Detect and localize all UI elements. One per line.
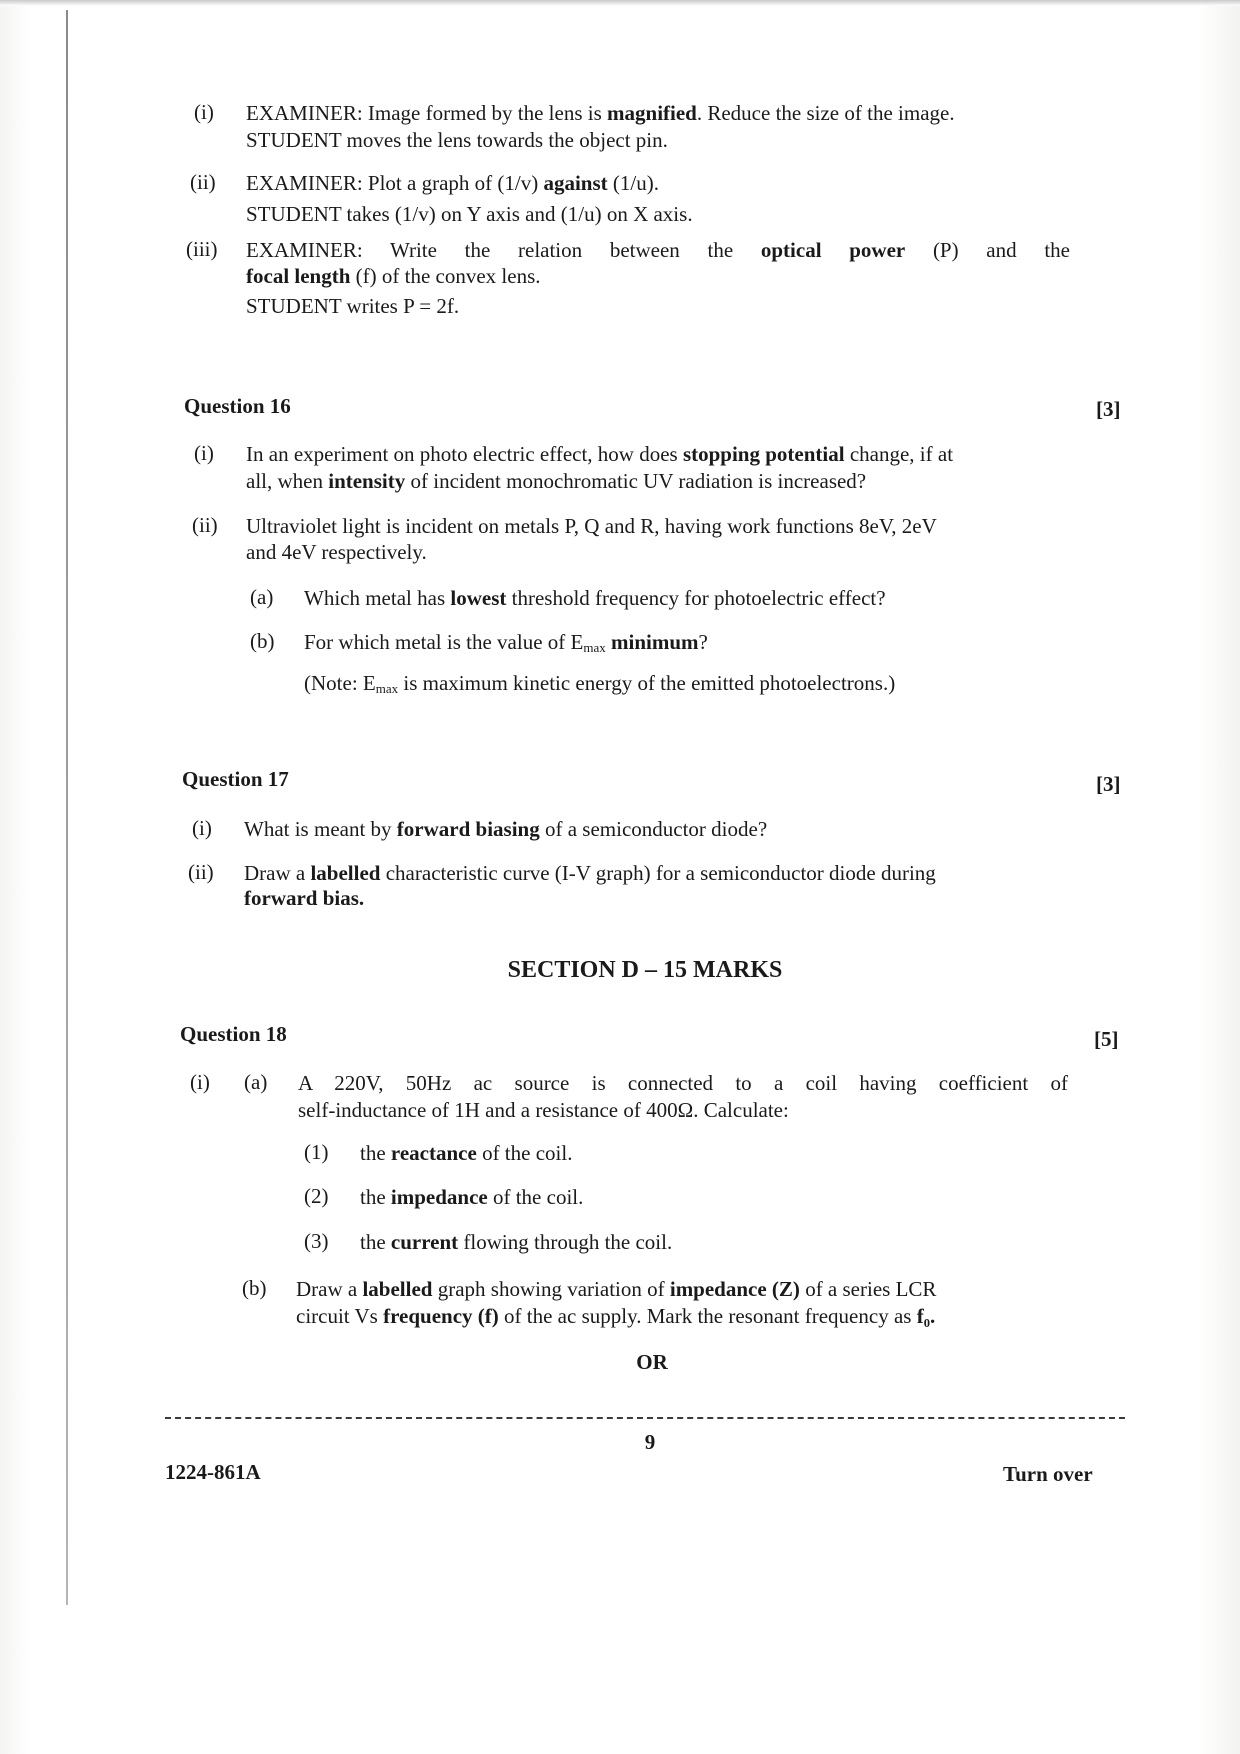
bold-text-run: impedance bbox=[390, 1185, 488, 1209]
text-run: Draw a bbox=[244, 861, 311, 885]
text-run: of incident monochromatic UV radiation is increased? bbox=[405, 469, 867, 493]
text-run: (P) and the bbox=[905, 238, 1070, 262]
subscript: max bbox=[375, 681, 399, 696]
text-run: the bbox=[360, 1185, 391, 1209]
bold-text-run: labelled bbox=[362, 1277, 433, 1301]
turn-over-label: Turn over bbox=[1003, 1462, 1093, 1486]
item-text-line: STUDENT moves the lens towards the object pin. bbox=[246, 128, 668, 152]
q18-sub-b-number: (b) bbox=[242, 1276, 267, 1300]
text-run: is maximum kinetic energy of the emitted photoelectrons.) bbox=[398, 671, 896, 695]
q17-item-i-number: (i) bbox=[192, 816, 212, 840]
q18-part-1-text bbox=[360, 1140, 572, 1166]
text-run: of the coil. bbox=[487, 1185, 584, 1209]
bold-text-run: stopping potential bbox=[682, 442, 845, 466]
text-run: of the ac supply. Mark the resonant frequency as bbox=[498, 1304, 917, 1328]
q16-note bbox=[304, 670, 895, 702]
text-run: ? bbox=[698, 630, 708, 654]
q16-sub-b-number: (b) bbox=[250, 629, 275, 653]
text-run: . Reduce the size of the image. bbox=[696, 101, 955, 125]
q18-sub-a-number: (a) bbox=[244, 1070, 268, 1094]
bold-text-run: optical power bbox=[760, 238, 906, 262]
text-run: the bbox=[360, 1230, 391, 1254]
question-16-marks: [3] bbox=[1096, 397, 1121, 421]
q17-item-ii-number: (ii) bbox=[188, 860, 214, 884]
q16-item-ii-number: (ii) bbox=[192, 513, 218, 537]
q16-item-ii-line2: and 4eV respectively. bbox=[246, 540, 427, 564]
or-separator: OR bbox=[636, 1350, 668, 1374]
section-d-heading: SECTION D – 15 MARKS bbox=[507, 957, 783, 983]
text-run: What is meant by bbox=[244, 817, 397, 841]
q17-item-ii-line1 bbox=[244, 860, 936, 886]
bold-text-run: f₀. bbox=[916, 1304, 936, 1328]
page-number: 9 bbox=[644, 1430, 656, 1454]
item-number: (iii) bbox=[186, 237, 218, 261]
text-run: EXAMINER: Image formed by the lens is bbox=[246, 101, 608, 125]
bold-text-run: frequency (f) bbox=[383, 1304, 499, 1328]
text-run: of a semiconductor diode? bbox=[539, 817, 768, 841]
bold-text-run: reactance bbox=[390, 1141, 477, 1165]
bold-text-run: minimum bbox=[611, 630, 699, 654]
q18-sub-b-line2 bbox=[296, 1303, 1086, 1329]
text-run: Draw a bbox=[296, 1277, 363, 1301]
q16-item-ii-line1: Ultraviolet light is incident on metals P, Q and R, having work functions 8eV, 2eV bbox=[246, 514, 937, 538]
q16-item-i-number: (i) bbox=[194, 441, 214, 465]
subscript: max bbox=[583, 640, 606, 655]
text-run: Which metal has bbox=[304, 586, 451, 610]
question-17-title: Question 17 bbox=[182, 767, 289, 791]
item-text-line bbox=[246, 100, 1076, 126]
q18-part-3-text bbox=[360, 1229, 672, 1255]
item-text-line: STUDENT writes P = 2f. bbox=[246, 294, 460, 318]
bold-text-run: intensity bbox=[328, 469, 406, 493]
text-run: For which metal is the value of E bbox=[304, 630, 584, 654]
text-run: of a series LCR bbox=[799, 1277, 937, 1301]
q18-part-1-number: (1) bbox=[304, 1140, 329, 1164]
q18-sub-a-line1: A 220V, 50Hz ac source is connected to a coil having coefficient of bbox=[298, 1071, 1068, 1095]
paper-code: 1224-861A bbox=[165, 1460, 261, 1484]
bold-text-run: focal length bbox=[246, 264, 351, 288]
text-run: characteristic curve (I-V graph) for a semiconductor diode during bbox=[380, 861, 936, 885]
item-number: (i) bbox=[194, 100, 214, 124]
q18-part-2-text bbox=[360, 1184, 583, 1210]
text-run: (1/u). bbox=[607, 171, 659, 195]
text-run: the bbox=[360, 1141, 391, 1165]
footer-dashed-rule bbox=[165, 1417, 1125, 1419]
q18-part-2-number: (2) bbox=[304, 1184, 329, 1208]
q17-item-ii-line2 bbox=[244, 885, 364, 911]
item-text-line bbox=[246, 237, 1070, 263]
q16-item-i-line2 bbox=[246, 468, 866, 494]
question-16-title: Question 16 bbox=[184, 394, 291, 418]
question-18-marks: [5] bbox=[1094, 1027, 1119, 1051]
bold-text-run: magnified bbox=[607, 101, 697, 125]
q18-part-3-number: (3) bbox=[304, 1229, 329, 1253]
bold-text-run: current bbox=[390, 1230, 459, 1254]
q18-item-i-number: (i) bbox=[190, 1070, 210, 1094]
item-text-line bbox=[246, 170, 659, 196]
bold-text-run: lowest bbox=[450, 586, 507, 610]
item-number: (ii) bbox=[190, 170, 216, 194]
bold-text-run: against bbox=[543, 171, 608, 195]
q18-sub-a-line2: self-inductance of 1H and a resistance of 400Ω. Calculate: bbox=[298, 1098, 789, 1122]
text-run: all, when bbox=[246, 469, 329, 493]
text-run: EXAMINER: Write the relation between the bbox=[246, 238, 761, 262]
text-run: graph showing variation of bbox=[432, 1277, 670, 1301]
bold-text-run: impedance (Z) bbox=[669, 1277, 800, 1301]
bold-text-run: labelled bbox=[310, 861, 381, 885]
text-run: EXAMINER: Plot a graph of (1/v) bbox=[246, 171, 544, 195]
text-run: change, if at bbox=[844, 442, 954, 466]
item-text-line bbox=[246, 263, 541, 289]
text-run: (f) of the convex lens. bbox=[350, 264, 541, 288]
question-17-marks: [3] bbox=[1096, 772, 1121, 796]
q17-item-i-text bbox=[244, 816, 767, 842]
text-run: circuit Vs bbox=[296, 1304, 384, 1328]
q16-sub-a-text bbox=[304, 585, 886, 611]
question-18-title: Question 18 bbox=[180, 1022, 287, 1046]
q16-sub-a-number: (a) bbox=[250, 585, 274, 609]
text-run: threshold frequency for photoelectric effect? bbox=[506, 586, 886, 610]
bold-text-run: forward bias. bbox=[244, 886, 365, 910]
text-run: of the coil. bbox=[476, 1141, 573, 1165]
q16-sub-b-text bbox=[304, 629, 708, 661]
text-run: flowing through the coil. bbox=[458, 1230, 673, 1254]
q16-item-i-line1 bbox=[246, 441, 1076, 467]
bold-text-run: forward biasing bbox=[396, 817, 540, 841]
item-text-line: STUDENT takes (1/v) on Y axis and (1/u) on X axis. bbox=[246, 202, 693, 226]
text-run: (Note: E bbox=[304, 671, 376, 695]
q18-sub-b-line1 bbox=[296, 1276, 1066, 1302]
text-run: In an experiment on photo electric effect, how does bbox=[246, 442, 683, 466]
